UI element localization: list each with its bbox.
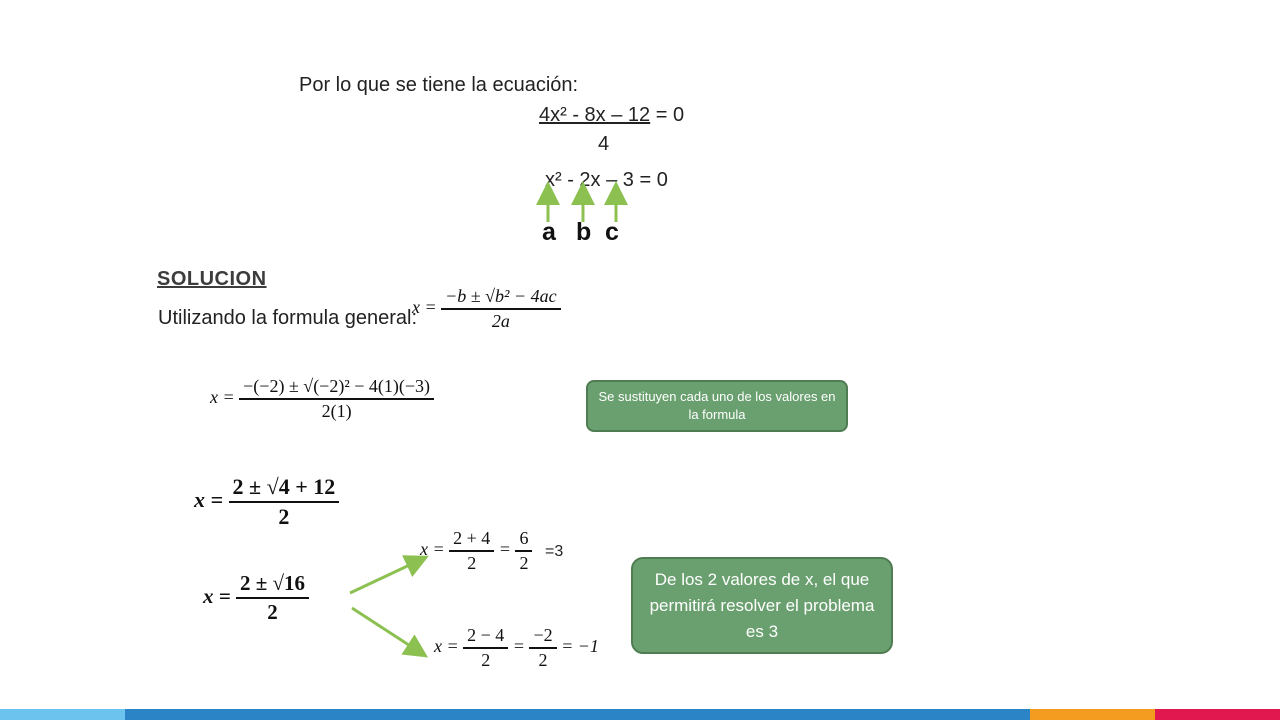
step3-denominator: 2 (267, 600, 278, 624)
arrow-root1 (350, 561, 418, 593)
equation-denominator: 4 (598, 133, 610, 155)
root2-formula (434, 625, 599, 671)
root1-equals: = (498, 539, 511, 560)
substitution-denominator: 2(1) (321, 401, 352, 421)
substitute-callout: Se sustituyen cada uno de los valores en la formula (586, 380, 848, 432)
root1-denominator-2: 2 (519, 553, 529, 573)
footer-bar-red (1155, 709, 1280, 720)
step3-numerator: 2 ± √16 (236, 571, 309, 599)
formula-label: Utilizando la formula general: (158, 307, 418, 329)
footer-bar-orange (1030, 709, 1155, 720)
general-formula-denominator: 2a (491, 311, 510, 331)
equation-rhs: = 0 (650, 104, 685, 126)
general-formula-numerator: −b ± √b² − 4ac (441, 286, 560, 310)
footer-bar-blue (125, 709, 1030, 720)
footer-bar-light-blue (0, 709, 125, 720)
solution-title: SOLUCION (157, 268, 267, 290)
root2-result: = −1 (561, 636, 599, 657)
step3-lhs: x = (203, 583, 231, 608)
root2-equals: = (512, 636, 525, 657)
coef-a: a (542, 218, 556, 246)
root1-numerator: 2 + 4 (449, 528, 494, 552)
root2-numerator-2: −2 (529, 625, 556, 649)
substitution-lhs: x = (210, 387, 235, 408)
root2-denominator: 2 (481, 650, 491, 670)
root2-lhs: x = (434, 636, 459, 657)
coef-c: c (605, 218, 619, 246)
step2-lhs: x = (194, 487, 224, 513)
root2-numerator: 2 − 4 (463, 625, 508, 649)
root1-formula (420, 528, 532, 574)
general-formula-lhs: x = (412, 297, 437, 318)
step2-formula (194, 474, 339, 530)
general-formula (412, 286, 561, 332)
coef-b: b (576, 218, 592, 246)
conclusion-callout: De los 2 valores de x, el que permitirá resolver el problema es 3 (631, 557, 893, 654)
equation-numerator: 4x² - 8x – 12 (539, 104, 651, 126)
step2-denominator: 2 (278, 504, 290, 529)
root1-lhs: x = (420, 539, 445, 560)
root1-result: =3 (545, 543, 564, 560)
root2-denominator-2: 2 (538, 650, 548, 670)
arrow-root2 (352, 608, 418, 651)
step2-numerator: 2 ± √4 + 12 (229, 474, 340, 503)
substitution-numerator: −(−2) ± √(−2)² − 4(1)(−3) (239, 376, 434, 400)
intro-text: Por lo que se tiene la ecuación: (299, 74, 579, 96)
substitution-formula (210, 376, 434, 422)
step3-formula (203, 571, 309, 625)
simplified-equation: x² - 2x – 3 = 0 (545, 169, 668, 191)
root1-denominator: 2 (467, 553, 477, 573)
root1-numerator-2: 6 (515, 528, 532, 552)
